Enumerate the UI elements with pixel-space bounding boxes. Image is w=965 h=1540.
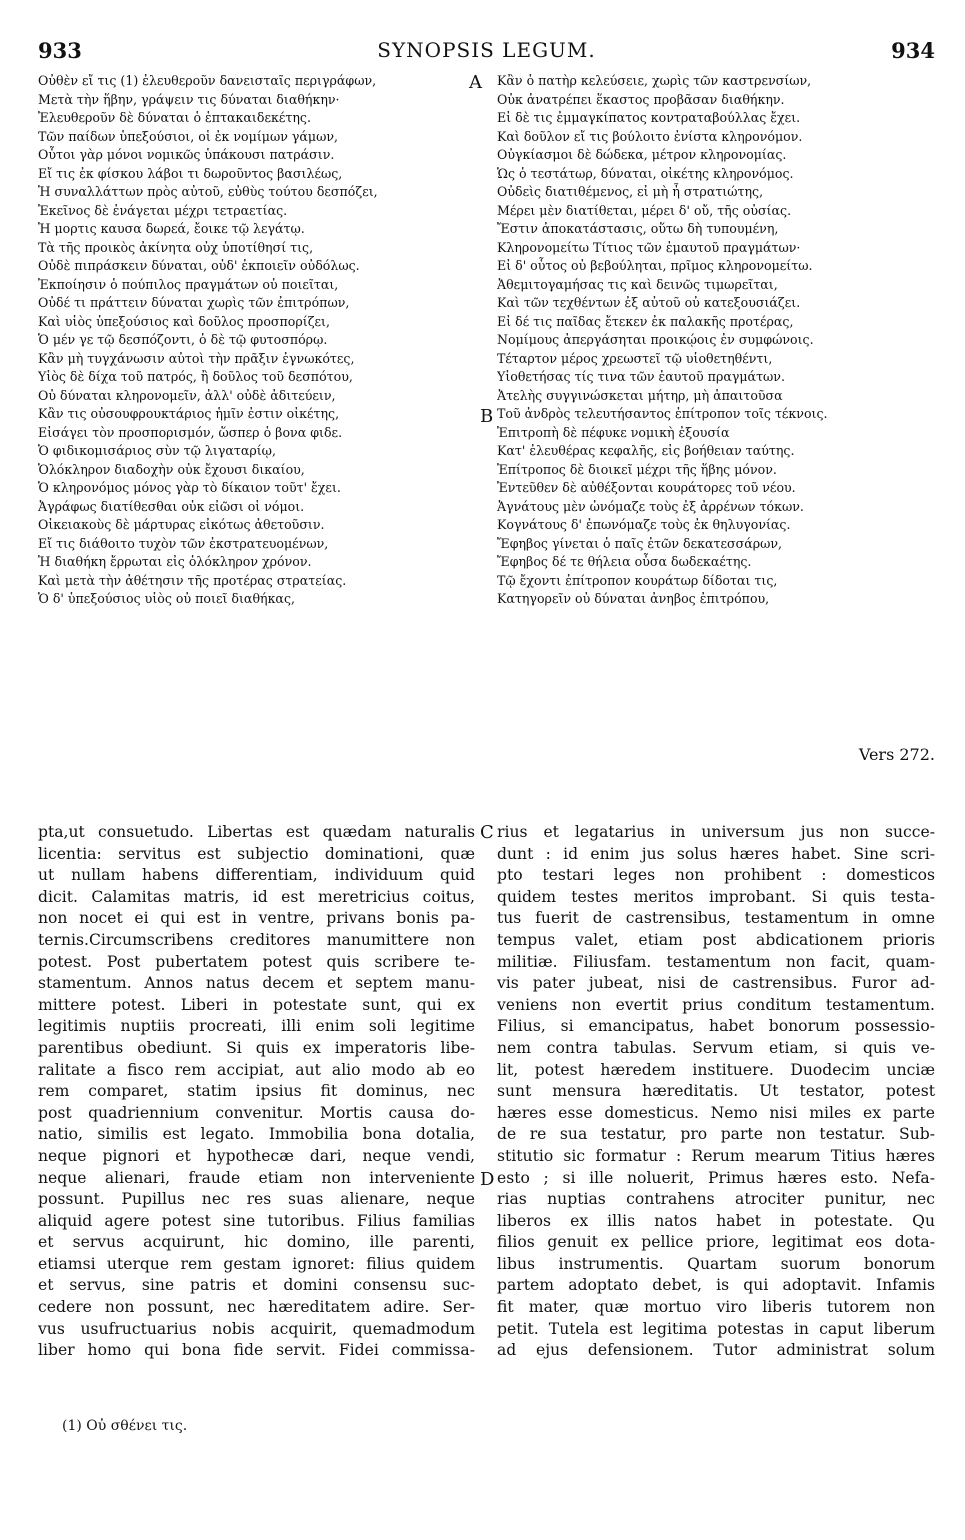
text-line: Νομίμους ἀπεργάσηται προικῴοις ἐν συμφώνοις. bbox=[497, 332, 814, 347]
text-line: Ἡ συναλλάττων πρὸς αὐτοῦ, εὐθὺς τούτου δεσπόζει, bbox=[38, 184, 378, 199]
text-line: Ἐπιτροπὴ δὲ πέφυκε νομικὴ ἐξουσία bbox=[497, 424, 730, 440]
text-line: hæres esse domesticus. Nemo nisi miles ex parte bbox=[497, 1103, 935, 1122]
text-line: Ἐκεῖνος δὲ ἐνάγεται μέχρι τετραετίας. bbox=[38, 202, 288, 218]
section-marker-b: B bbox=[480, 406, 494, 427]
text-line: militiæ. Filiusfam. testamentum non facit, quam- bbox=[497, 952, 935, 971]
text-line: Εἰ δ' οὗτος οὐ βεβούληται, πρῖμος κληρονομείτω. bbox=[497, 258, 813, 273]
text-line: potest. Post pubertatem potest quis scribere te- bbox=[38, 952, 475, 971]
text-line: ad ejus defensionem. Tutor administrat solum bbox=[497, 1341, 935, 1360]
text-line: de re sua testatur, pro parte non testatur. Sub- bbox=[497, 1125, 935, 1144]
text-line: Εἰ δὲ τις ἐμμαγκίπατος κοντραταβούλλας ἔχει. bbox=[497, 110, 801, 125]
text-line: Τὰ τῆς προικὸς ἀκίνητα οὐχ ὑποτίθησί τις, bbox=[38, 239, 314, 255]
verse-number: Vers 272. bbox=[858, 745, 935, 764]
text-line: Τῷ ἔχοντι ἐπίτροπον κουράτωρ δίδοται τις, bbox=[497, 572, 778, 588]
text-line: Υἱοθετήσας τίς τινα τῶν ἑαυτοῦ πραγμάτων. bbox=[497, 369, 785, 384]
text-line: ternis.Circumscribens creditores manumittere non bbox=[38, 930, 475, 949]
text-line: tempus valet, etiam post abdicationem prioris bbox=[497, 930, 935, 949]
text-line: Ἀτελὴς συγγινώσκεται μήτηρ, μὴ ἀπαιτοῦσα bbox=[497, 387, 783, 403]
text-line: Οὐθὲν εἴ τις (1) ἐλευθεροῦν δανεισταῖς περιγράφων, bbox=[38, 73, 377, 88]
greek-verse-column-right bbox=[497, 72, 935, 609]
text-line: liber homo qui bona fide servit. Fidei commissa- bbox=[38, 1341, 475, 1360]
text-line: etiamsi uterque rem gestam ignoret: filius quidem bbox=[38, 1254, 475, 1273]
text-line: Κἂν τις οὐσουφρουκτάριος ἡμῖν ἐστιν οἰκέτης, bbox=[38, 406, 340, 421]
text-line: Τέταρτον μέρος χρεωστεῖ τῷ υἱοθετηθέντι, bbox=[497, 350, 773, 366]
text-line: Ἐλευθεροῦν δὲ δύναται ὁ ἑπτακαιδεκέτης. bbox=[38, 110, 311, 125]
text-line: Καὶ τῶν τεχθέντων ἐξ αὐτοῦ οὐ κατεξουσιάζει. bbox=[497, 295, 801, 310]
section-marker-a: A bbox=[469, 72, 482, 93]
text-line: Κατηγορεῖν οὐ δύναται ἀνηβος ἐπιτρόπου, bbox=[497, 591, 770, 606]
text-line: Εἴ τις ἐκ φίσκου λάβοι τι δωροῦντος βασιλέως, bbox=[38, 165, 343, 181]
text-line: Εἰσάγει τὸν προσπορισμόν, ὥσπερ ὁ βονα φιδε. bbox=[38, 424, 343, 440]
text-line: sunt mensura hæreditatis. Ut testator, potest bbox=[497, 1082, 935, 1101]
latin-text-column-left bbox=[38, 822, 475, 1362]
text-line: liberos ex illis natos habet in potestate. Qu bbox=[497, 1211, 935, 1230]
text-line: Τῶν παίδων ὑπεξούσιοι, οἱ ἐκ νομίμων γάμων, bbox=[38, 128, 339, 144]
text-line: neque alienari, fraude etiam non interveniente bbox=[38, 1168, 475, 1187]
footnote: (1) Οὐ σθένει τις. bbox=[62, 1418, 188, 1434]
text-line: Καὶ υἱὸς ὑπεξούσιος καὶ δοῦλος προσπορίζει, bbox=[38, 313, 330, 329]
text-line: libus instrumentis. Quartam suorum bonorum bbox=[497, 1254, 935, 1273]
text-line: mittere potest. Liberi in potestate sunt, qui ex bbox=[38, 995, 475, 1014]
text-line: Υἱὸς δὲ δίχα τοῦ πατρός, ἢ δοῦλος τοῦ δεσπότου, bbox=[38, 369, 353, 384]
text-line: Ἔφηβος γίνεται ὁ παῖς ἐτῶν δεκατεσσάρων, bbox=[497, 535, 783, 551]
text-line: Καὶ δοῦλον εἴ τις βούλοιτο ἐνίστα κληρονόμον. bbox=[497, 128, 803, 144]
text-line: Ἡ διαθήκη ἔρρωται εἰς ὁλόκληρον χρόνον. bbox=[38, 554, 312, 569]
running-header bbox=[38, 38, 935, 64]
text-line: possunt. Pupillus nec res suas alienare, neque bbox=[38, 1190, 475, 1209]
text-line: Κληρονομείτω Τίτιος τῶν ἐμαυτοῦ πραγμάτων· bbox=[497, 239, 801, 255]
text-line: licentia: servitus est subjectio dominationi, quæ bbox=[38, 844, 475, 863]
page-number-left: 933 bbox=[38, 38, 82, 63]
text-line: pta,ut consuetudo. Libertas est quædam naturalis bbox=[38, 823, 475, 841]
text-line: Οὐδέ τι πράττειν δύναται χωρὶς τῶν ἐπιτρόπων, bbox=[38, 295, 350, 310]
text-line: Τοῦ ἀνδρὸς τελευτήσαντος ἐπίτροπον τοῖς τέκνοις. bbox=[497, 406, 828, 421]
text-line: post quadriennium convenitur. Mortis causa do- bbox=[38, 1103, 475, 1122]
text-line: non nocet ei qui est in ventre, privans bonis pa- bbox=[38, 909, 475, 928]
text-line: pto testari leges non prohibent : domesticos bbox=[497, 866, 935, 885]
section-marker-d: D bbox=[480, 1169, 495, 1190]
text-line: Οὐγκίασμοι δὲ δώδεκα, μέτρον κληρονομίας. bbox=[497, 147, 787, 162]
text-line: filios genuit ex pellice priore, legitimat eos dota- bbox=[497, 1233, 935, 1252]
latin-text-column-right bbox=[497, 822, 935, 1362]
text-line: ut nullam habens differentiam, individuum quid bbox=[38, 866, 475, 885]
text-line: Ἡ μορτις καυσα δωρεά, ἔοικε τῷ λεγάτῳ. bbox=[38, 221, 305, 236]
text-line: Ἔφηβος δέ τε θήλεια οὖσα δωδεκαέτης. bbox=[497, 554, 752, 569]
text-line: et servus, sine patris et domini consensu suc- bbox=[38, 1276, 475, 1295]
text-line: veniens non evertit prius conditum testamentum. bbox=[497, 995, 935, 1014]
running-title: SYNOPSIS LEGUM. bbox=[377, 38, 596, 62]
text-line: neque pignori et hypothecæ dari, neque vendi, bbox=[38, 1146, 475, 1165]
text-line: Ὡς ὁ τεστάτωρ, δύναται, οἰκέτης κληρονόμος. bbox=[497, 165, 794, 181]
text-line: Ὁ κληρονόμος μόνος γὰρ τὸ δίκαιον τοῦτ' ἔχει. bbox=[38, 480, 341, 495]
text-line: Εἴ τις διάθοιτο τυχὸν τῶν ἐκστρατευομένων, bbox=[38, 535, 329, 551]
text-line: rius et legatarius in universum jus non succe- bbox=[497, 823, 935, 841]
text-line: Ἀγράφως διατίθεσθαι οὐκ εἰῶσι οἱ νόμοι. bbox=[38, 498, 305, 514]
text-line: Κἂν ὁ πατὴρ κελεύσειε, χωρὶς τῶν καστρενσίων, bbox=[497, 73, 812, 88]
text-line: parentibus obediunt. Si quis ex imperatoris libe- bbox=[38, 1038, 475, 1057]
section-marker-c: C bbox=[480, 822, 494, 843]
text-line: Οὐ δύναται κληρονομεῖν, ἀλλ' οὐδὲ ἀδιτεύειν, bbox=[38, 387, 336, 403]
text-line: Ὁ μέν γε τῷ δεσπόζοντι, ὁ δὲ τῷ φυτοσπόρῳ. bbox=[38, 332, 328, 347]
text-line: rem comparet, statim ipsius fit dominus, nec bbox=[38, 1082, 475, 1101]
text-line: Ἐκποίησιν ὁ πούπιλος πραγμάτων οὐ ποιεῖται, bbox=[38, 276, 339, 292]
text-line: Εἰ δέ τις παῖδας ἔτεκεν ἐκ παλακῆς προτέρας, bbox=[497, 313, 794, 329]
text-line: nem contra tabulas. Servum etiam, si quis ve- bbox=[497, 1038, 935, 1057]
text-line: dunt : id enim jus solus hæres habet. Sine scri- bbox=[497, 844, 935, 863]
text-line: Οὐδεὶς διατιθέμενος, εἰ μὴ ἦ στρατιώτης, bbox=[497, 184, 764, 199]
text-line: Μέρει μὲν διατίθεται, μέρει δ' οὔ, τῆς οὐσίας. bbox=[497, 202, 792, 218]
text-line: tus fuerit de castrensibus, testamentum in omne bbox=[497, 909, 935, 928]
text-line: Ἀθεμιτογαμήσας τις καὶ δεινῶς τιμωρεῖται, bbox=[497, 276, 778, 292]
text-line: stamentum. Annos natus decem et septem manu- bbox=[38, 974, 475, 993]
text-line: Οἰκειακοὺς δὲ μάρτυρας εἰκότως ἀθετοῦσιν. bbox=[38, 517, 325, 532]
text-line: Οὐκ ἀνατρέπει ἕκαστος προβᾶσαν διαθήκην. bbox=[497, 91, 785, 107]
text-line: Οὐδὲ πιπράσκειν δύναται, οὐδ' ἐκποιεῖν οὐδόλως. bbox=[38, 258, 360, 273]
text-line: Καὶ μετὰ τὴν ἀθέτησιν τῆς προτέρας στρατείας. bbox=[38, 572, 347, 588]
text-line: Ἐντεῦθεν δὲ αὐθέξονται κουράτορες τοῦ νέου. bbox=[497, 480, 796, 495]
text-line: dicit. Calamitas matris, id est meretricius coitus, bbox=[38, 887, 475, 906]
text-line: vus usufructuarius nobis acquirit, quemadmodum bbox=[38, 1319, 475, 1338]
text-line: cedere non possunt, nec hæreditatem adire. Ser- bbox=[38, 1298, 475, 1317]
page-number-right: 934 bbox=[891, 38, 935, 63]
text-line: Ὁ φιδικομισάριος σὺν τῷ λιγαταρίῳ, bbox=[38, 443, 276, 458]
text-line: fit mater, quæ mortuo viro liberis tutorem non bbox=[497, 1298, 935, 1317]
text-line: Filius, si emancipatus, habet bonorum possessio- bbox=[497, 1017, 935, 1036]
text-line: Ἀγνάτους μὲν ὠνόμαζε τοὺς ἐξ ἀρρένων τόκων. bbox=[497, 498, 804, 514]
text-line: Ἔστιν ἀποκατάστασις, οὕτω δὴ τυπουμένη, bbox=[497, 221, 779, 236]
text-line: Ὁ δ' ὑπεξούσιος υἱὸς οὐ ποιεῖ διαθήκας, bbox=[38, 591, 295, 606]
text-line: aliquid agere potest sine tutoribus. Filius familias bbox=[38, 1211, 475, 1230]
text-line: partem adoptato debet, is qui adoptavit. Infamis bbox=[497, 1276, 935, 1295]
text-line: vis pater jubeat, nisi de castrensibus. Furor ad- bbox=[497, 974, 935, 993]
text-line: Ἐπίτροπος δὲ διοικεῖ μέχρι τῆς ἥβης μόνον. bbox=[497, 461, 777, 477]
text-line: Κατ' ἐλευθέρας κεφαλῆς, εἰς βοήθειαν ταύτης. bbox=[497, 443, 795, 458]
text-line: quidem testes meritos improbant. Si quis testa- bbox=[497, 887, 935, 906]
text-line: et servus acquirunt, hic domino, ille parenti, bbox=[38, 1233, 475, 1252]
text-line: petit. Tutela est legitima potestas in caput liberum bbox=[497, 1319, 935, 1338]
greek-verse-column-left bbox=[38, 72, 460, 609]
text-line: Κογνάτους δ' ἐπωνόμαζε τοὺς ἐκ θηλυγονίας. bbox=[497, 517, 791, 532]
text-line: ralitate a fisco rem accipiat, aut alio modo ab eo bbox=[38, 1060, 475, 1079]
text-line: rias nuptias contrahens atrociter punitur, nec bbox=[497, 1190, 935, 1209]
text-line: esto ; si ille noluerit, Primus hæres esto. Nefa- bbox=[497, 1168, 935, 1187]
text-line: stitutio sic formatur : Rerum mearum Titius hæres bbox=[497, 1146, 935, 1165]
text-line: lit, potest hæredem instituere. Duodecim unciæ bbox=[497, 1060, 935, 1079]
text-line: legitimis nuptiis procreati, illi enim soli legitime bbox=[38, 1017, 475, 1036]
text-line: natio, similis est legato. Immobilia bona dotalia, bbox=[38, 1125, 475, 1144]
text-line: Οὗτοι γὰρ μόνοι νομικῶς ὑπάκουσι πατράσιν. bbox=[38, 147, 335, 162]
text-line: Ὁλόκληρον διαδοχὴν οὐκ ἔχουσι δικαίου, bbox=[38, 461, 305, 477]
text-line: Κἂν μὴ τυγχάνωσιν αὐτοὶ τὴν πρᾶξιν ἐγνωκότες, bbox=[38, 350, 355, 366]
text-line: Μετὰ τὴν ἥβην, γράψειν τις δύναται διαθήκην· bbox=[38, 91, 340, 107]
